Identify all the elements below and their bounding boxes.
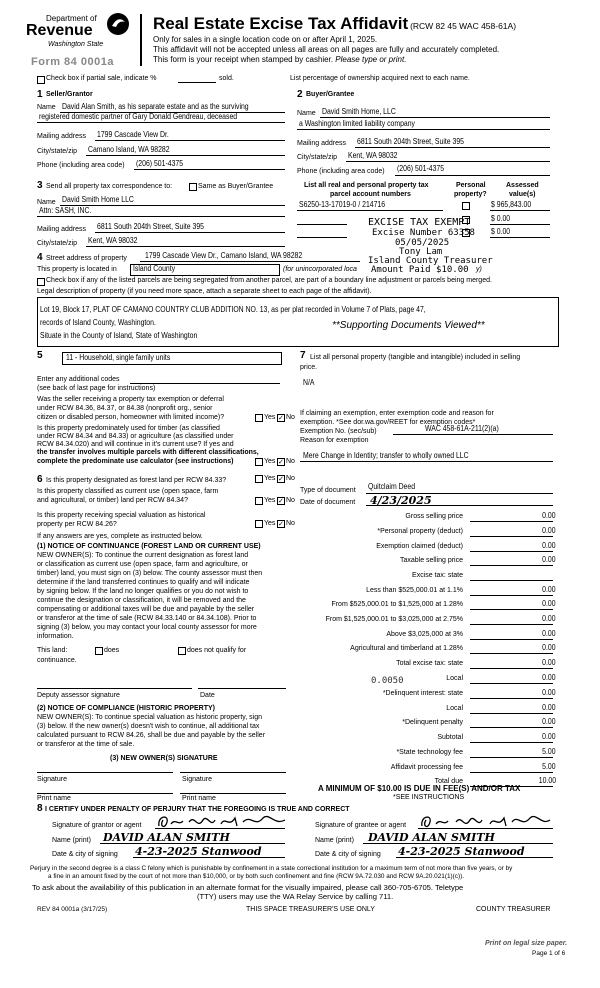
calc-row-value[interactable]: 0.00 [542, 585, 556, 594]
treasurer-use-label: THIS SPACE TREASURER'S USE ONLY [246, 906, 375, 913]
seller-name-value2[interactable]: registered domestic partner of Gary Donald Gendreau, deceased [39, 112, 238, 121]
calc-row-value[interactable]: 0.00 [542, 643, 556, 652]
dor-swirl-icon [106, 12, 130, 36]
form-title [153, 14, 516, 34]
s6-notice1-l4: determine if the land transferred continues to qualify and will indicate [37, 579, 250, 586]
calc-row-line [470, 624, 553, 625]
doc-date-value[interactable]: 4/23/2025 [370, 494, 432, 507]
assessed-line3 [490, 237, 550, 238]
s6-notice1-l2: or classification as current use (open space, farm and agriculture, or [37, 561, 248, 568]
street-value[interactable]: 1799 Cascade View Dr., Camano Island, WA 98282 [145, 251, 303, 260]
assessed-heading1: Assessed [506, 182, 539, 189]
parcel-line3 [297, 237, 347, 238]
assessed-line2 [490, 224, 550, 225]
check-mark-icon: ✓ [278, 415, 284, 422]
calc-row-line [470, 580, 553, 581]
buyer-addr-line [355, 147, 550, 148]
exemption-no-label: Exemption No. (sec/sub) [300, 428, 377, 435]
legal-line2: records of Island County, Washington. [40, 318, 156, 327]
grantee-signature[interactable] [418, 812, 553, 832]
seller-city-value[interactable]: Camano Island, WA 98282 [88, 145, 170, 154]
buyer-name-value1[interactable]: David Smith Home, LLC [322, 107, 396, 116]
s6-notice1-l5: by signing below. If the land no longer qualifies or you do not wish to [37, 588, 249, 595]
street-line [140, 261, 360, 262]
s5-q1-l2: under RCW 84.36, 84.37, or 84.38 (nonprofit org., senior [37, 405, 213, 412]
buyer-phone-label: Phone (including area code) [297, 168, 385, 175]
new-owner-print1-label: Print name [37, 795, 71, 802]
calc-row-line [470, 772, 553, 773]
new-owner-sig1-label: Signature [37, 776, 67, 783]
buyer-num: 2 [297, 89, 303, 100]
local-rate-value: 0.0050 [371, 676, 404, 686]
s6-q3-l2: property per RCW 84.26? [37, 521, 117, 528]
corr-city-value[interactable]: Kent, WA 98032 [88, 236, 138, 245]
dor-logo [16, 12, 134, 58]
s6-q2-no-checkbox[interactable] [277, 497, 285, 505]
calc-row-value[interactable]: 0.00 [542, 703, 556, 712]
calc-row-label: Excise tax: state [412, 572, 463, 579]
calc-row-line [470, 595, 553, 596]
this-land-label: This land: [37, 647, 68, 654]
calc-row-label: From $1,525,000.01 to $3,025,000 at 2.75% [325, 616, 463, 623]
grantee-name-value[interactable]: DAVID ALAN SMITH [368, 831, 495, 844]
land-does-not-label: does not qualify for [187, 647, 247, 654]
segregated-label: Check box if any of the listed parcels are being segregated from another parcel, are part of a boundary line adjustment or parcels being merged. [46, 277, 492, 284]
revision-label: REV 84 0001a (3/17/25) [37, 906, 108, 913]
check-mark-icon: ✓ [278, 459, 284, 466]
same-as-buyer-checkbox[interactable] [189, 183, 197, 191]
s6-notice3-heading: (3) NEW OWNER(S) SIGNATURE [110, 755, 218, 762]
s6-notice2-l1: NEW OWNER(S): To continue special valuation as historic property, sign [37, 714, 262, 721]
header-sub1: Only for sales in a single location code on or after April 1, 2025. [153, 35, 378, 44]
doc-type-label: Type of document [300, 487, 356, 494]
s5-q2-l2: under RCW 84.34 and 84.33) or agriculture (as classified under [37, 433, 234, 440]
personal-heading2: property? [454, 191, 487, 198]
grantee-sig-label: Signature of grantee or agent [315, 822, 407, 829]
partial-sale-label: Check box if partial sale, indicate % [46, 75, 157, 82]
calc-row-line [470, 683, 553, 684]
calc-row-label: Less than $525,000.01 at 1.1% [366, 587, 463, 594]
calc-row-label: *Personal property (deduct) [377, 528, 463, 535]
seller-city-line [86, 155, 285, 156]
s6-notice1-l9: signing (3) below, you may contact your local county assessor for more [37, 624, 257, 631]
seller-addr-line [95, 140, 285, 141]
minimum-due-notice: A MINIMUM OF $10.00 IS DUE IN FEE(S) AND/OR TAX [318, 784, 521, 793]
new-owner-sig1-line[interactable] [37, 772, 173, 773]
s6-notice1-l10: information. [37, 633, 74, 640]
calc-row-label: Total due [434, 778, 463, 785]
dept-line2: Revenue [26, 22, 93, 39]
corr-addr-label: Mailing address [37, 226, 87, 233]
parcel1-value[interactable]: S6250-13-17019-0 / 214716 [299, 200, 386, 209]
s6-notice1-l1: NEW OWNER(S): To continue the current designation as forest land [37, 552, 249, 559]
s7-num: 7 [300, 350, 306, 361]
land-use-value: 11 - Household, single family units [66, 353, 171, 362]
s8-num: 8 [37, 803, 43, 814]
s6-q1-yes-checkbox[interactable] [255, 475, 263, 483]
grantor-date-label: Date & city of signing [52, 851, 118, 858]
s6-num: 6 [37, 474, 43, 485]
s6-q2-no-label: No [286, 497, 295, 504]
corr-addr-line [95, 232, 285, 233]
see-instructions: *SEE INSTRUCTIONS [393, 794, 465, 801]
parcel-line2 [297, 224, 347, 225]
s6-notice2-heading: (2) NOTICE OF COMPLIANCE (HISTORIC PROPERTY) [37, 705, 215, 712]
assessed-heading2: value(s) [509, 191, 536, 198]
partial-percent-field[interactable] [178, 82, 216, 83]
s5-q2-no-label: No [286, 458, 295, 465]
header-sub3b: Please type or print. [335, 55, 407, 64]
ownership-note: List percentage of ownership acquired next to each name. [290, 75, 470, 82]
seller-num: 1 [37, 89, 43, 100]
header-sub3 [153, 55, 406, 64]
calc-row-label: Affidavit processing fee [390, 764, 463, 771]
legal-line1: Lot 19, Block 17, PLAT OF CAMANO COUNTRY CLUB ADDITION NO. 13, as per plat recorded in Volume 7 of Plats, page 47, [40, 305, 426, 314]
exemption-instr2: exemption. *See dor.wa.gov/REET for exemption codes* [300, 419, 476, 426]
street-label: Street address of property [46, 255, 127, 262]
buyer-heading: Buyer/Grantee [306, 91, 355, 98]
s6-q1-yes-label: Yes [264, 475, 276, 482]
s6-ifany: If any answers are yes, complete as instructed below. [37, 533, 203, 540]
continuance-label: continuance. [37, 657, 77, 664]
located-label: This property is located in [37, 266, 117, 273]
certify-statement: I CERTIFY UNDER PENALTY OF PERJURY THAT THE FOREGOING IS TRUE AND CORRECT [45, 806, 350, 813]
unincorp-end: y) [476, 266, 482, 273]
s6-notice2-l2: (3) below. If the new owner(s) doesn't wish to continue, all additional tax [37, 723, 260, 730]
calc-row-label: Local [446, 705, 463, 712]
s5-q1-l1: Was the seller receiving a property tax exemption or deferral [37, 396, 224, 403]
calc-row-value[interactable]: 0.00 [542, 732, 556, 741]
street-num: 4 [37, 252, 43, 263]
calc-row-label: Gross selling price [405, 513, 463, 520]
s6-notice1-heading: (1) NOTICE OF CONTINUANCE (FOREST LAND OR CURRENT USE) [37, 543, 261, 550]
county-value: Island County [133, 264, 176, 273]
stamp-line4: Tony Lam [399, 247, 443, 257]
partial-sold-label: sold. [219, 75, 234, 82]
buyer-phone-value[interactable]: (206) 501-4375 [397, 164, 445, 173]
parcels-heading2: parcel account numbers [330, 191, 411, 198]
s6-notice1-l8: or transferor at the time of sale (RCW 84.33.140 or 84.34.108). Prior to [37, 615, 257, 622]
stamp-line3: 05/05/2025 [395, 238, 450, 248]
same-as-buyer-label: Same as Buyer/Grantee [198, 183, 274, 190]
s6-q3-yes-label: Yes [264, 520, 276, 527]
corr-name-value2[interactable]: Attn: SASH, INC. [39, 206, 92, 215]
corr-city-line [86, 246, 285, 247]
land-does-not-checkbox[interactable] [178, 647, 186, 655]
corr-name-value1[interactable]: David Smith Home LLC [62, 195, 134, 204]
s6-q2-yes-checkbox[interactable] [255, 497, 263, 505]
deputy-sig-label: Deputy assessor signature [37, 692, 120, 699]
grantor-date-value[interactable]: 4-23-2025 Stanwood [135, 845, 262, 858]
exemption-no-line [393, 434, 553, 435]
accessibility-line1: To ask about the availability of this publication in an alternate format for the visually impaired, please call 360-705-6705. Teletype [32, 883, 464, 892]
assessed1-value[interactable]: $ 965,843.00 [491, 200, 532, 209]
calc-row-value[interactable]: 5.00 [542, 747, 556, 756]
s5-q1-no-checkbox[interactable] [277, 414, 285, 422]
buyer-city-value[interactable]: Kent, WA 98032 [348, 151, 398, 160]
buyer-city-line [346, 161, 550, 162]
calc-row-line [470, 727, 553, 728]
calc-row-line [470, 757, 553, 758]
check-mark-icon: ✓ [278, 476, 284, 483]
s6-q2-l2: and agricultural, or timber) land per RCW 84.34? [37, 497, 188, 504]
calc-row-label: Local [446, 675, 463, 682]
personal-heading1: Personal [456, 182, 486, 189]
calc-row-label: *Delinquent penalty [402, 719, 463, 726]
calc-row-value[interactable]: 0.00 [542, 511, 556, 520]
buyer-addr-label: Mailing address [297, 140, 347, 147]
personal-property1-checkbox[interactable] [462, 202, 470, 210]
legal-line3: Situate in the County of Island, State of Washington [40, 331, 198, 340]
buyer-name-line2 [297, 129, 550, 130]
new-owner-print2-line[interactable] [180, 793, 286, 794]
calc-row-line [470, 536, 553, 537]
calc-row-line [470, 609, 553, 610]
deputy-signature-line[interactable] [37, 688, 192, 689]
personal-property-value[interactable]: N/A [303, 378, 315, 387]
s6-q1: Is this property designated as forest land per RCW 84.33? [46, 477, 227, 484]
stamp-line6: Amount Paid $10.00 [371, 265, 469, 275]
assessed2-value[interactable]: $ 0.00 [491, 214, 511, 223]
assessed-line1 [490, 210, 550, 211]
codes-field[interactable] [130, 383, 280, 384]
dept-line1: Department of [46, 14, 97, 23]
calc-row-line [470, 653, 553, 654]
calc-row-label: Above $3,025,000 at 3% [386, 631, 463, 638]
s6-q2-l1: Is this property classified as current use (open space, farm [37, 488, 219, 495]
grantee-date-value[interactable]: 4-23-2025 Stanwood [398, 845, 525, 858]
reason-value[interactable]: Mere Change in Identity; transfer to wholly owned LLC [303, 451, 469, 460]
deputy-date-line[interactable] [198, 688, 286, 689]
s6-q3-no-checkbox[interactable] [277, 520, 285, 528]
s6-notice1-l6: continue the designation or classification, it will be removed and the [37, 597, 246, 604]
new-owner-sig2-line[interactable] [180, 772, 286, 773]
seller-addr-label: Mailing address [37, 133, 87, 140]
calc-row-label: Total excise tax: state [396, 660, 463, 667]
grantor-sig-label: Signature of grantor or agent [52, 822, 142, 829]
dept-line3: Washington State [48, 41, 104, 48]
seller-name-label: Name [37, 104, 56, 111]
s7-label2: price. [300, 364, 318, 371]
s5-num: 5 [37, 350, 43, 361]
calc-row-label: Agricultural and timberland at 1.28% [350, 645, 463, 652]
buyer-city-label: City/state/zip [297, 154, 338, 161]
seller-phone-value[interactable]: (206) 501-4375 [136, 159, 184, 168]
check-mark-icon: ✓ [278, 521, 284, 528]
s5-q2-no-checkbox[interactable] [277, 458, 285, 466]
grantee-date-label: Date & city of signing [315, 851, 381, 858]
new-owner-print2-label: Print name [182, 795, 216, 802]
corr-label: Send all property tax correspondence to: [46, 183, 173, 190]
calc-row-value[interactable]: 0.00 [542, 673, 556, 682]
calc-row-label: Exemption claimed (deduct) [376, 543, 463, 550]
corr-num: 3 [37, 180, 43, 191]
title-text: Real Estate Excise Tax Affidavit [153, 14, 409, 33]
corr-addr-value[interactable]: 6811 South 204th Street, Suite 395 [97, 222, 204, 231]
seller-heading: Seller/Grantor [46, 91, 93, 98]
seller-addr-value[interactable]: 1799 Cascade View Dr. [97, 130, 169, 139]
codes-label2: (see back of last page for instructions) [37, 385, 156, 392]
new-owner-print1-line[interactable] [37, 793, 173, 794]
grantor-name-value[interactable]: DAVID ALAN SMITH [103, 831, 230, 844]
doc-type-value[interactable]: Quitclaim Deed [368, 482, 416, 491]
page-number: Page 1 of 6 [532, 950, 566, 957]
calc-row-line [470, 713, 553, 714]
buyer-name-value2[interactable]: a Washington limited liability company [299, 119, 415, 128]
reason-line [300, 461, 553, 462]
county-treasurer-label: COUNTY TREASURER [476, 906, 551, 913]
s5-q2-l5: complete the predominate use calculator (see instructions) [37, 458, 234, 465]
calc-row-value[interactable]: 5.00 [542, 762, 556, 771]
form-id: Form 84 0001a [31, 56, 114, 68]
corr-name-label: Name [37, 199, 56, 206]
header-sub3a: This form is your receipt when stamped by cashier. [153, 55, 336, 64]
s6-q3-yes-checkbox[interactable] [255, 520, 263, 528]
calc-row-value[interactable]: 0.00 [542, 526, 556, 535]
title-rcw: (RCW 82 45 WAC 458-61A) [410, 21, 517, 31]
calc-row-label: Subtotal [437, 734, 463, 741]
s6-q3-l1: Is this property receiving special valuation as historical [37, 512, 206, 519]
exemption-instr1: If claiming an exemption, enter exemption code and reason for [300, 410, 494, 417]
seller-phone-line [134, 169, 285, 170]
s5-q2-l4: the transfer involves multiple parcels with different classifications, [37, 449, 259, 456]
corr-name-line2 [37, 216, 285, 217]
corr-city-label: City/state/zip [37, 240, 78, 247]
calc-row-value[interactable]: 0.00 [542, 629, 556, 638]
s6-notice2-l3: calculated pursuant to RCW 84.26, shall be due and payable by the seller [37, 732, 266, 739]
grantee-name-label: Name (print) [315, 837, 354, 844]
legal-label: Legal description of property (if you need more space, attach a separate sheet to each page of the affidavit). [37, 288, 372, 295]
calc-row-value[interactable]: 0.00 [542, 688, 556, 697]
perjury-line1: Perjury in the second degree is a class C felony which is punishable by confinement in a state correctional institution for a maximum term of not more than five years, or by [30, 865, 513, 872]
seller-name-value1[interactable]: David Alan Smith, as his separate estate and as the surviving [62, 102, 249, 111]
calc-row-value[interactable]: 0.00 [542, 599, 556, 608]
s5-q2-l1: Is this property predominately used for timber (as classified [37, 425, 220, 432]
exemption-no-value[interactable]: WAC 458-61A-211(2)(a) [425, 424, 499, 433]
calc-row-line [470, 565, 553, 566]
unincorp-label: (for unincorporated loca [283, 266, 357, 273]
calc-row-value[interactable]: 0.00 [542, 717, 556, 726]
calc-row-line [470, 639, 553, 640]
s5-q2-yes-label: Yes [264, 458, 276, 465]
seller-name-line2 [37, 122, 285, 123]
new-owner-sig2-label: Signature [182, 776, 212, 783]
deputy-date-label: Date [200, 692, 215, 699]
calc-row-line [470, 742, 553, 743]
buyer-phone-line [395, 175, 550, 176]
partial-sale-checkbox[interactable] [37, 76, 45, 84]
calc-row-line [470, 698, 553, 699]
s5-q2-l3: RCW 84.34.020) and will continue in it's current use? If yes and [37, 441, 234, 448]
s6-q1-no-label: No [286, 475, 295, 482]
calc-row-label: From $525,000.01 to $1,525,000 at 1.28% [331, 601, 463, 608]
reason-label: Reason for exemption [300, 437, 369, 444]
seller-phone-label: Phone (including area code) [37, 162, 125, 169]
s5-q1-yes-checkbox[interactable] [255, 414, 263, 422]
s5-q2-yes-checkbox[interactable] [255, 458, 263, 466]
grantor-name-label: Name (print) [52, 837, 91, 844]
buyer-name-label: Name [297, 110, 316, 117]
calc-row-line [470, 551, 553, 552]
calc-row-line [470, 668, 553, 669]
doc-date-label: Date of document [300, 499, 356, 506]
s6-notice1-l3: timber) land, you must sign on (3) below. The county assessor must then [37, 570, 263, 577]
segregated-checkbox[interactable] [37, 278, 45, 286]
stamp-line2: Excise Number 63358 [372, 228, 475, 238]
check-mark-icon: ✓ [278, 498, 284, 505]
s5-q1-no-label: No [286, 414, 295, 421]
calc-row-label: Taxable selling price [399, 557, 463, 564]
seller-city-label: City/state/zip [37, 148, 78, 155]
parcels-heading1: List all real and personal property tax [304, 182, 429, 189]
corr-name-line1 [60, 205, 285, 206]
s6-notice2-l4: or transferor at the time of sale. [37, 741, 135, 748]
calc-row-label: *State technology fee [396, 749, 463, 756]
perjury-line2: a fine in an amount fixed by the court of not more than $10,000, or by both such confinement and fine (RCW 9A.72.030 and RCW 9A.20.021(1)(c)). [48, 873, 464, 880]
stamp-line5: Island County Treasurer [368, 256, 493, 266]
calc-row-value[interactable]: 0.00 [542, 614, 556, 623]
assessed3-value[interactable]: $ 0.00 [491, 227, 511, 236]
calc-row-value[interactable]: 0.00 [542, 658, 556, 667]
buyer-addr-value[interactable]: 6811 South 204th Street, Suite 395 [357, 137, 464, 146]
calc-row-value[interactable]: 10.00 [538, 776, 556, 785]
header-sub2: This affidavit will not be accepted unless all areas on all pages are fully and accurately completed. [153, 45, 500, 54]
accessibility-line2: (TTY) users may use the WA Relay Service by calling 711. [197, 892, 394, 901]
codes-label1: Enter any additional codes [37, 376, 120, 383]
buyer-name-line1 [320, 117, 550, 118]
grantor-signature[interactable] [155, 812, 290, 832]
land-does-checkbox[interactable] [95, 647, 103, 655]
calc-row-label: *Delinquent interest: state [382, 690, 463, 697]
s7-label1: List all personal property (tangible and intangible) included in selling [310, 354, 521, 361]
legal-paper-note: Print on legal size paper. [485, 940, 568, 947]
s6-q2-yes-label: Yes [264, 497, 276, 504]
s5-q1-l3: citizen or disabled person, homeowner with limited income)? [37, 414, 225, 421]
stamp-line1: EXCISE TAX EXEMPT [368, 217, 471, 228]
header-divider [140, 14, 142, 66]
supporting-docs-note: **Supporting Documents Viewed** [332, 320, 485, 331]
land-does-label: does [104, 647, 120, 654]
calc-row-value[interactable]: 0.00 [542, 555, 556, 564]
calc-row-value[interactable]: 0.00 [542, 541, 556, 550]
s6-notice1-l7: compensating or additional taxes will be due and payable by the seller [37, 606, 255, 613]
s6-q3-no-label: No [286, 520, 295, 527]
s6-q1-no-checkbox[interactable] [277, 475, 285, 483]
calc-row-line [470, 521, 553, 522]
s5-q1-yes-label: Yes [264, 414, 276, 421]
parcel-line1 [297, 210, 443, 211]
